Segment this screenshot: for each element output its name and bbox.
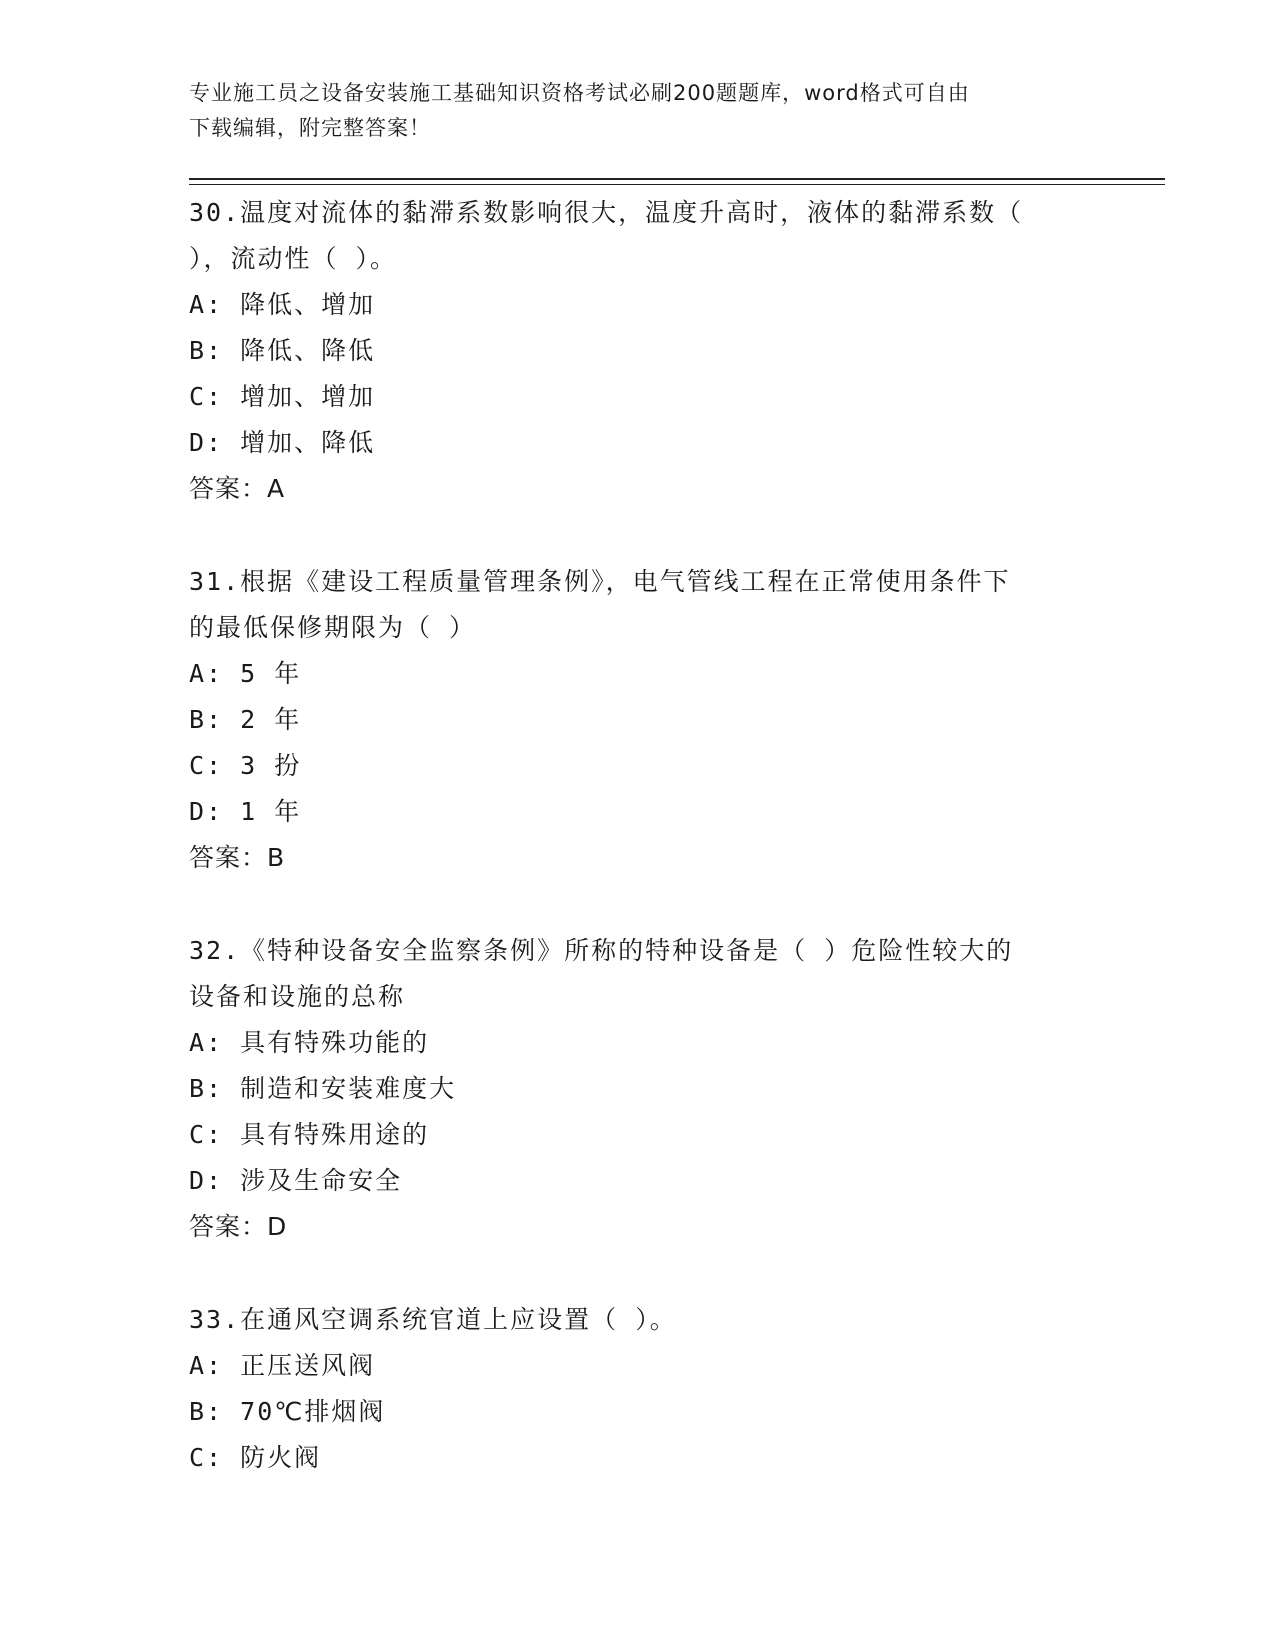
question-stem: 32.《特种设备安全监察条例》所称的特种设备是（ ）危险性较大的 [189, 936, 1014, 965]
question-31 [189, 559, 1089, 881]
option-c: C: 3 扮 [189, 751, 302, 780]
option-d: D: 涉及生命安全 [189, 1166, 403, 1195]
question-list [189, 190, 1089, 1528]
option-c: C: 具有特殊用途的 [189, 1120, 430, 1149]
answer-line: 答案：A [189, 474, 286, 503]
option-d: D: 1 年 [189, 797, 302, 826]
document-header [189, 76, 1089, 146]
option-d: D: 增加、降低 [189, 428, 376, 457]
option-b: B: 70℃排烟阀 [189, 1397, 386, 1426]
question-stem: 33.在通风空调系统官道上应设置（ ）。 [189, 1305, 677, 1334]
question-stem-continued: 的最低保修期限为（ ） [189, 613, 477, 642]
question-30 [189, 190, 1089, 512]
question-32 [189, 928, 1089, 1250]
header-line-2: 下载编辑，附完整答案！ [189, 116, 431, 140]
option-a: A: 具有特殊功能的 [189, 1028, 430, 1057]
answer-line: 答案：B [189, 843, 286, 872]
option-a: A: 降低、增加 [189, 290, 376, 319]
header-line-1: 专业施工员之设备安装施工基础知识资格考试必刷200题题库，word格式可自由 [189, 81, 970, 105]
option-b: B: 制造和安装难度大 [189, 1074, 457, 1103]
header-divider-thin [189, 184, 1165, 185]
option-a: A: 正压送风阀 [189, 1351, 376, 1380]
question-stem-continued: ），流动性（ ）。 [189, 244, 398, 273]
question-stem: 30.温度对流体的黏滞系数影响很大，温度升高时，液体的黏滞系数（ [189, 198, 1024, 227]
answer-line: 答案：D [189, 1212, 288, 1241]
option-b: B: 2 年 [189, 705, 302, 734]
option-a: A: 5 年 [189, 659, 302, 688]
question-33 [189, 1297, 1089, 1481]
option-c: C: 增加、增加 [189, 382, 376, 411]
option-c: C: 防火阀 [189, 1443, 322, 1472]
question-stem-continued: 设备和设施的总称 [189, 982, 406, 1011]
option-b: B: 降低、降低 [189, 336, 376, 365]
question-stem: 31.根据《建设工程质量管理条例》，电气管线工程在正常使用条件下 [189, 567, 1011, 596]
header-divider-thick [189, 178, 1165, 180]
